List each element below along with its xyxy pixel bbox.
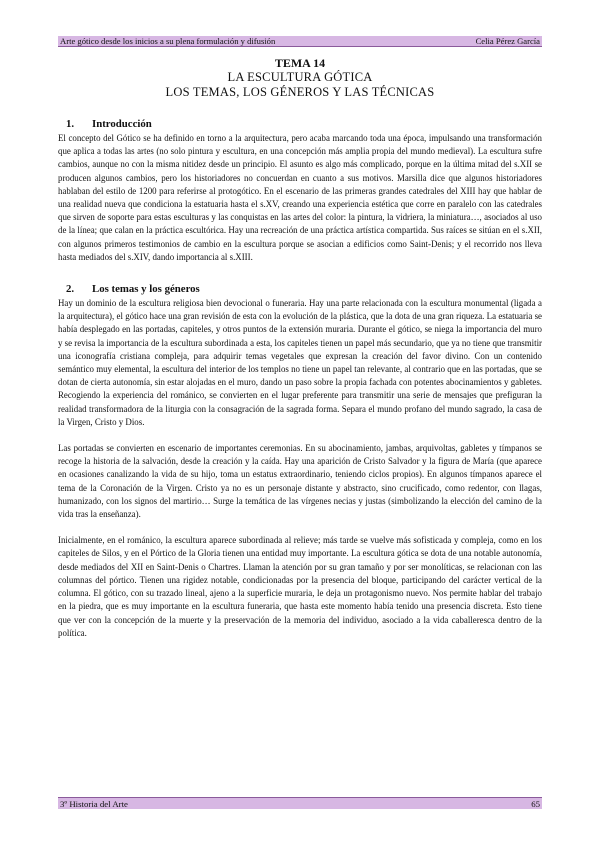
section-heading-introduction xyxy=(58,118,542,131)
section-heading-themes xyxy=(58,283,542,296)
title-block xyxy=(58,56,542,100)
topic-number: TEMA 14 xyxy=(274,56,326,70)
title-line-1: LA ESCULTURA GÓTICA xyxy=(227,70,373,84)
paragraph: Inicialmente, en el románico, la escultura aparece subordinada al relieve; más tarde se vuelve más sofisticada y compleja, como en los capiteles de Silos, y en el Pórtico de la Gloria tienen una entidad muy importante. La escultura gótica se dota de una notable autonomía, desde mediados del XII en Saint-Denis o Chartres. Llaman la atención por su gran tamaño y por ser monolíticas, se relacionan con las columnas del pórtico. Tienen una rigidez notable, condicionadas por la presencia del bloque, participando del carácter vertical de la columna. El gótico, con su trazado lineal, ajeno a la superficie muraria, le deja un protagonismo nuevo. Nos permite hablar del trabajo en la piedra, que es muy importante en la escultura funeraria, que hasta este momento había tenido una presencia discreta. Esto tiene que ver con la concepción de la muerte y la preservación de la memoria del individuo, asociado a la vida caballeresca dentro de la política. xyxy=(58,535,542,638)
page-content xyxy=(58,56,542,640)
title-line-2: LOS TEMAS, LOS GÉNEROS Y LAS TÉCNICAS xyxy=(165,85,435,99)
page-number: 65 xyxy=(531,798,540,809)
header-author: Celia Pérez García xyxy=(475,35,540,46)
running-footer xyxy=(58,797,542,809)
paragraph: Hay un dominio de la escultura religiosa bien devocional o funeraria. Hay una parte relacionada con la escultura monumental (ligada a la arquitectura), el gótico hace una gran revisión de esta con la evolución de la plástica, que la dota de una gran riqueza. La estatuaria se había desplegado en las portadas, capiteles, y otros puntos de la extensión muraria. Durante el gótico, se niega la importancia del muro y se revisa la importancia de la escultura subordinada a esta, los capiteles tienen un papel más secundario, que ya no tiene que transmitir una iconografía cristiana compleja, para adquirir temas vegetales que expresan la creación del favor divino. Con un contenido semántico muy elemental, la escultura del interior de los templos no tiene un papel tan relevante, al contrario que en las portadas, que se dotan de cierta autonomía, sin estar alojadas en el muro, dando un paso sobre la propia fachada con potentes abocinamientos y gabletes. Recogiendo la experiencia del románico, se convierten en el lugar preferente para transmitir una serie de mensajes que prefiguran la realidad transformadora de la liturgia con la consagración de la sagrada forma. Separa el mundo profano del mundo sagrado, la casa de la Virgen, Cristo y Dios. xyxy=(58,298,542,427)
section-number: 1. xyxy=(66,118,75,130)
paragraph: El concepto del Gótico se ha definido en torno a la arquitectura, pero acaba marcando toda una época, impulsando una transformación que aplica a todas las artes (no solo pintura y escultura, en una concepción más amplia propia del mundo medieval). La escultura sufre cambios, aunque no con la misma nitidez desde un principio. El asunto es algo más complicado, porque en la última mitad del s.XII se producen algunos cambios, pero los historiadores no concuerdan en cuanto a sus motivos. Marsilla dice que algunos historiadores hablaban del estilo de 1200 para referirse al protogótico. En el escenario de las primeras grandes catedrales del XIII hay que hablar de una realidad nueva que condiciona la estatuaria hasta el s.XV, creando una experiencia estética que corre en paralelo con las catedrales que sirven de soporte para estas esculturas y las conquistas en las artes del color: la pintura, la vidriera, la miniatura…, asociados al uso de la línea; que calan en la práctica escultórica. Hay una recreación de una práctica artística compartida. Sus raíces se sitúan en el s.XII, con algunos primeros testimonios de cambio en la escultura porque se asocian a edificios como Saint-Denis; y el recorrido nos lleva hasta mediados del s.XIV, dando importancia al s.XIII. xyxy=(58,133,542,262)
section-number: 2. xyxy=(66,283,75,296)
running-header xyxy=(58,36,542,47)
header-left-text: Arte gótico desde los inicios a su plena formulación y difusión xyxy=(60,35,276,46)
footer-course: 3º Historia del Arte xyxy=(60,798,128,809)
section-title: Introducción xyxy=(92,118,152,130)
section-title: Los temas y los géneros xyxy=(92,283,200,296)
paragraph: Las portadas se convierten en escenario de importantes ceremonias. En su abocinamiento, jambas, arquivoltas, gabletes y tímpanos se recoge la historia de la salvación, desde la creación y la caída. Hay una aparición de Cristo Salvador y la figura de María (que aparece en ocasiones canalizando la vida de su hijo, toma un estatus extraordinario, teniendo ciclos propios). En algunos tímpanos aparece el tema de la Coronación de la Virgen. Cristo ya no es un personaje distante y abstracto, sino crucificado, como redentor, con llagas, humanizado, con los signos del martirio… Surge la temática de las vírgenes necias y justas (simbolizando la elección del camino de la vida tras la enseñanza). xyxy=(58,443,542,520)
